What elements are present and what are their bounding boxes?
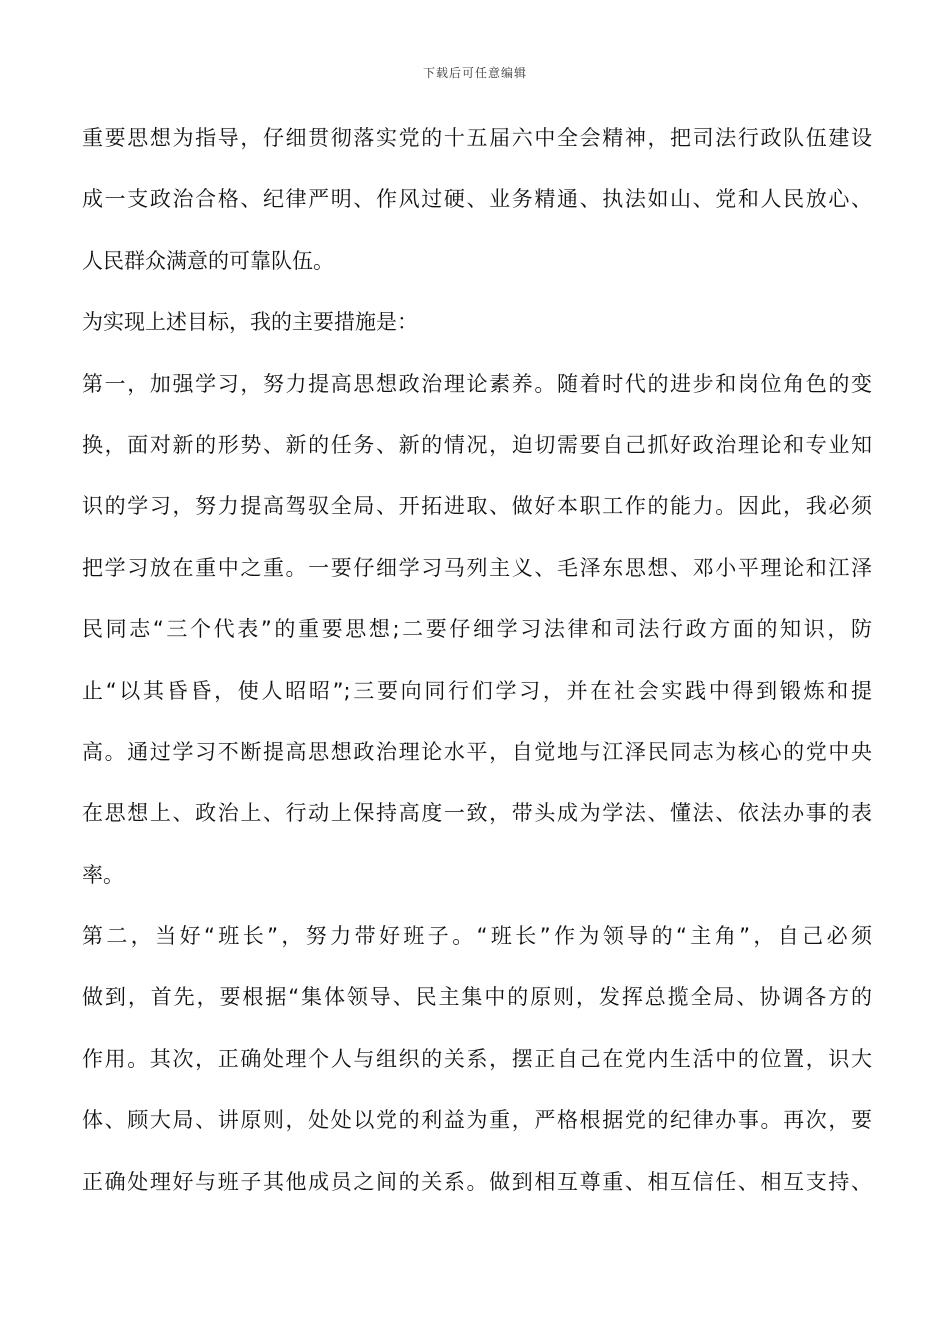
- text-line: 成一支政治合格、纪律严明、作风过硬、业务精通、执法如山、党和人民放心、: [82, 187, 872, 212]
- text-line: 止“以其昏昏，使人昭昭”;三要向同行们学习，并在社会实践中得到锻炼和提: [82, 678, 872, 703]
- text-line: 重要思想为指导，仔细贯彻落实党的十五届六中全会精神，把司法行政队伍建设: [82, 126, 872, 150]
- text-line: 率。: [82, 862, 124, 887]
- text-line: 为实现上述目标，我的主要措施是：: [82, 310, 418, 335]
- text-line: 正确处理好与班子其他成员之间的关系。做到相互尊重、相互信任、相互支持、: [82, 1169, 872, 1194]
- text-line: 民同志“三个代表”的重要思想;二要仔细学习法律和司法行政方面的知识，防: [82, 617, 872, 642]
- text-line: 作用。其次，正确处理个人与组织的关系，摆正自己在党内生活中的位置，识大: [82, 1046, 872, 1071]
- text-line: 第一，加强学习，努力提高思想政治理论素养。随着时代的进步和岗位角色的变: [82, 371, 872, 396]
- text-line: 高。通过学习不断提高思想政治理论水平，自觉地与江泽民同志为核心的党中央: [82, 739, 872, 764]
- text-line: 体、顾大局、讲原则，处处以党的利益为重，严格根据党的纪律办事。再次，要: [82, 1108, 872, 1133]
- text-line: 把学习放在重中之重。一要仔细学习马列主义、毛泽东思想、邓小平理论和江泽: [82, 555, 872, 580]
- text-line: 识的学习，努力提高驾驭全局、开拓进取、做好本职工作的能力。因此，我必须: [82, 494, 872, 519]
- text-line: 第二，当好“班长”，努力带好班子。“班长”作为领导的“主角”，自己必须: [82, 924, 872, 949]
- text-line: 换，面对新的形势、新的任务、新的情况，迫切需要自己抓好政治理论和专业知: [82, 432, 872, 457]
- text-line: 做到，首先，要根据“集体领导、民主集中的原则，发挥总揽全局、协调各方的: [82, 985, 872, 1010]
- document-body: [82, 112, 872, 1217]
- text-line: 在思想上、政治上、行动上保持高度一致，带头成为学法、懂法、依法办事的表: [82, 801, 872, 826]
- text-line: 人民群众满意的可靠队伍。: [82, 248, 334, 273]
- page-header: 下载后可任意编辑: [422, 66, 527, 80]
